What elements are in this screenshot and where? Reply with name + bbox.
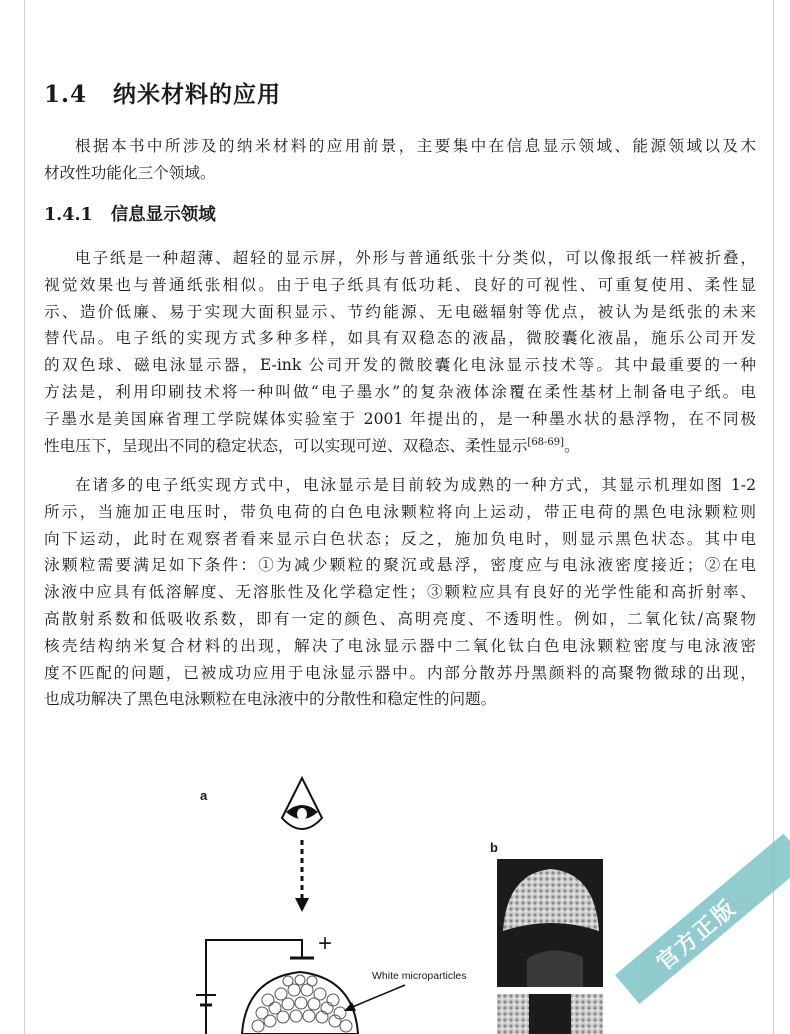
paragraph-line: 电子纸是一种超薄、超轻的显示屏，外形与普通纸张十分类似，可以像报纸一样被折叠，: [75, 249, 756, 267]
micrograph-white-state: [497, 859, 603, 987]
citation: [68-69]: [527, 436, 565, 448]
micrograph-black-state-image: [497, 994, 603, 1034]
paragraph-text: 性电压下，呈现出不同的稳定状态，可以实现可逆、双稳态、柔性显示: [44, 436, 528, 455]
paragraph-line: 核壳结构纳米复合材料的出现，解决了电泳显示器中二氧化钛白色电泳颗粒密度与电泳液密: [44, 636, 756, 655]
subsection-title: 信息显示领域: [110, 205, 216, 225]
annotation-arrow: [344, 985, 405, 1011]
subsection-number: 1.4.1: [44, 205, 93, 225]
figure-panel-a-label: a: [200, 788, 208, 803]
paragraph-line: 高散射系数和低吸收系数，即有一定的颜色、高明亮度、不透明性。例如，二氧化钛/高聚物: [44, 609, 756, 628]
watermark-text: 官方正版: [652, 895, 742, 977]
micrograph-black-state: [497, 994, 603, 1034]
eye-icon: [282, 778, 322, 829]
figure-panel-b-label: b: [490, 840, 498, 855]
paragraph-line: 向下运动，此时在观察者看来显示白色状态；反之，施加负电时，则显示黑色状态。其中电: [44, 529, 756, 548]
paragraph-line: 所示，当施加正电压时，带负电荷的白色电泳颗粒将向上运动，带正电荷的黑色电泳颗粒则: [44, 502, 756, 521]
paragraph-end: 。: [564, 436, 580, 455]
paragraph-line: 泳液中应具有低溶解度、无溶胀性及化学稳定性；③颗粒应具有良好的光学性能和高折射率、: [44, 583, 756, 602]
microcapsule: [242, 972, 358, 1034]
paragraph-line: 泳颗粒需要满足如下条件：①为减少颗粒的聚沉或悬浮，密度应与电泳液密度接近；②在电: [44, 556, 756, 575]
paragraph-line: 视觉效果也与普通纸张相似。由于电子纸具有低功耗、良好的可视性、可重复使用、柔性显: [44, 275, 756, 294]
paragraph-line: 的双色球、磁电泳显示器，E-ink 公司开发的微胶囊化电泳显示技术等。其中最重要的一种: [44, 356, 756, 375]
intro-line: 材改性功能化三个领域。: [44, 163, 216, 182]
paragraph-line: 示、造价低廉、易于实现大面积显示、节约能源、无电磁辐射等优点，被认为是纸张的未来: [44, 302, 756, 321]
viewing-arrow: [295, 840, 309, 912]
paragraph-line: 子墨水是美国麻省理工学院媒体实验室于 2001 年提出的，是一种墨水状的悬浮物，在不同极: [44, 409, 756, 428]
paragraph-line: 在诸多的电子纸实现方式中，电泳显示是目前较为成熟的一种方式，其显示机理如图 1-2: [75, 476, 756, 494]
section-title: 纳米材料的应用: [113, 81, 282, 108]
section-number: 1.4: [44, 81, 88, 108]
white-microparticles-label: White microparticles: [372, 970, 467, 982]
micrograph-white-state-image: [497, 859, 603, 987]
paragraph-line: 方法是，利用印刷技术将一种叫做“电子墨水”的复杂液体涂覆在柔性基材上制备电子纸。电: [44, 382, 756, 401]
intro-line: 根据本书中所涉及的纳米材料的应用前景，主要集中在信息显示领域、能源领域以及木: [75, 137, 756, 155]
paragraph-line: 替代品。电子纸的实现方式多种多样，如具有双稳态的液晶，微胶囊化液晶，施乐公司开发: [44, 329, 756, 348]
paragraph-line: 度不匹配的问题，已被成功应用于电泳显示器中。内部分散苏丹黑颜料的高聚物微球的出现，: [44, 663, 756, 682]
positive-terminal-sign: +: [318, 930, 333, 957]
paragraph-line: 也成功解决了黑色电泳颗粒在电泳液中的分散性和稳定性的问题。: [44, 690, 497, 709]
